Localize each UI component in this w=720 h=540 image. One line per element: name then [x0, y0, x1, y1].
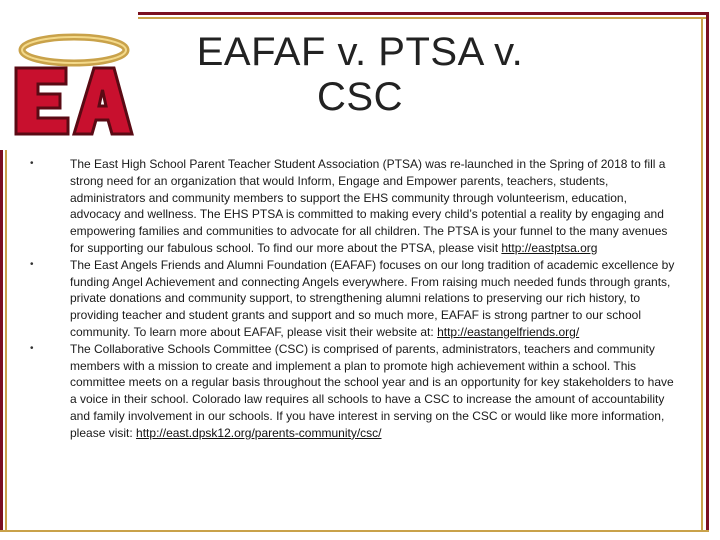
- east-angels-ea-halo-logo-icon: [8, 28, 134, 140]
- bullet-ptsa: [30, 156, 680, 257]
- frame-right-line: [706, 12, 709, 532]
- frame-right-gold-line: [701, 17, 703, 532]
- frame-top-line: [138, 12, 708, 15]
- bullet-marker: •: [30, 342, 34, 354]
- bullet-list: [30, 156, 680, 442]
- frame-bottom-left-line: [0, 530, 140, 532]
- ptsa-link[interactable]: http://eastptsa.org: [501, 240, 598, 255]
- frame-left-line: [0, 150, 3, 532]
- bullet-marker: •: [30, 158, 34, 169]
- bullet-text: The East High School Parent Teacher Student Association (PTSA) was re-launched in the Spring of 2018 to fill a strong need for an organization that would Inform, Engage and Empower parents, teachers, students, administrators and community members to support the EHS community through volunteerism, education, advocacy and wellness. The EHS PTSA is committed to making every child’s potential a reality by engaging and empowering families and communities to advocate for all children. The PTSA is your funnel to the many avenues for supporting our fabulous school. To find our more about the PTSA, please visit: [70, 157, 668, 255]
- csc-link[interactable]: http://east.dpsk12.org/parents-community/csc/: [136, 425, 382, 440]
- bullet-eafaf: [30, 257, 680, 341]
- frame-left-gold-line: [5, 150, 7, 532]
- bullet-csc: [30, 341, 680, 442]
- bullet-marker: •: [30, 258, 34, 270]
- slide-title: EAFAF v. PTSA v. CSC: [196, 30, 524, 119]
- bullet-text: The Collaborative Schools Committee (CSC) is comprised of parents, administrators, teachers and community members with a mission to create and implement a plan to promote high achievement within a school. This committee meets on a regular basis throughout the school year and is an opportunity for key stakeholders to have a voice in their school. Colorado law requires all schools to have a CSC to increase the amount of accountability and family involvement in our schools. If you have interest in serving on the CSC or would like more information, please visit:: [70, 341, 674, 440]
- eafaf-link[interactable]: http://eastangelfriends.org/: [437, 324, 580, 339]
- frame-bottom-line: [138, 530, 709, 532]
- bullet-text: The East Angels Friends and Alumni Foundation (EAFAF) focuses on our long tradition of academic excellence by funding Angel Achievement and connecting Angels everywhere. From raising much needed funds through grants, private donations and community support, to strengthening alumni relations to preserving our rich history, to providing teacher and student grants and support and so much more, EAFAF is strong partner to our school community. To learn more about EAFAF, please visit their website at:: [70, 257, 675, 339]
- frame-top-gold-line: [138, 17, 708, 19]
